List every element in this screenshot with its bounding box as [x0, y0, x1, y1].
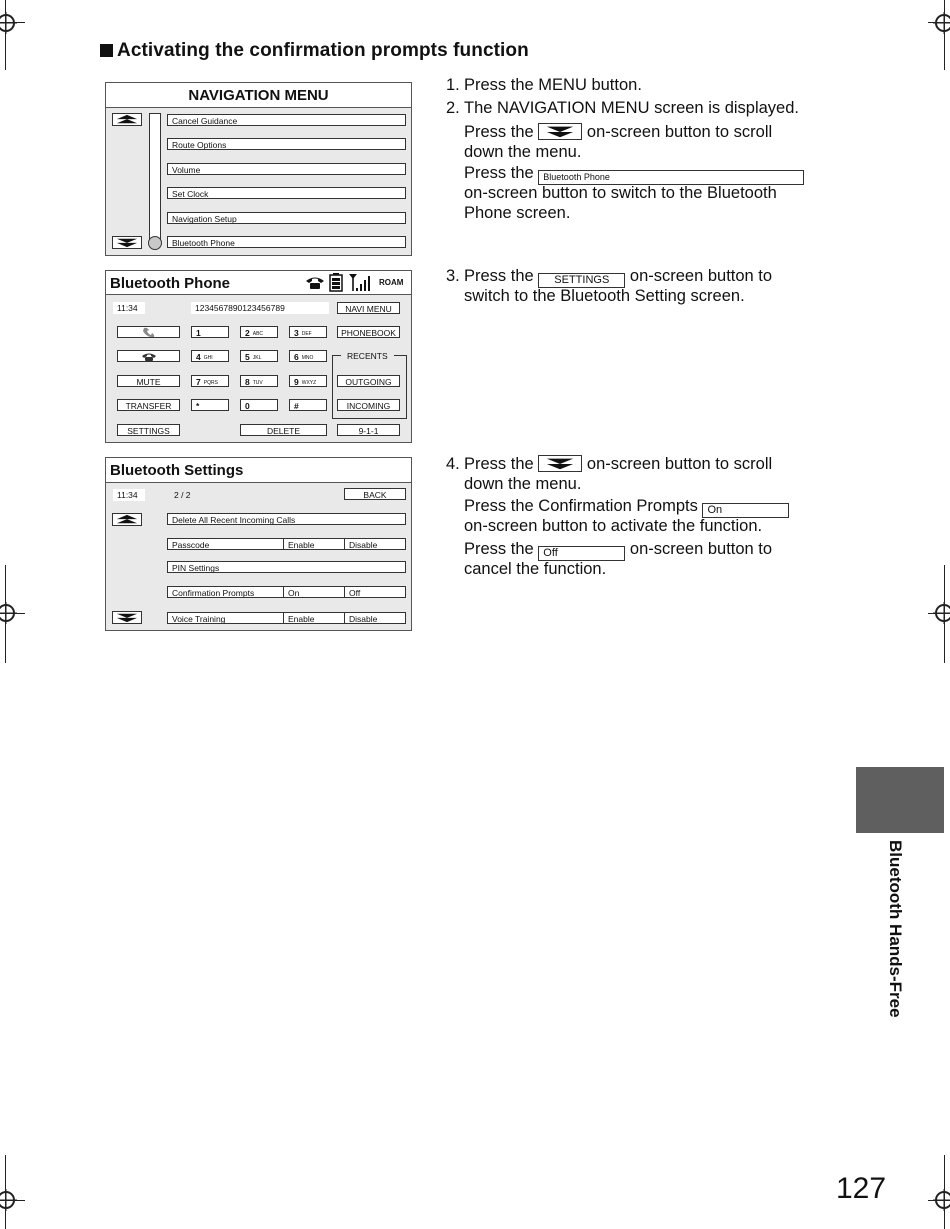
double-chevron-down-icon [539, 124, 581, 139]
emergency-911-button[interactable]: 9-1-1 [337, 424, 400, 436]
recents-label: RECENTS [341, 351, 394, 361]
step-4-off-pre: Press the [464, 540, 534, 558]
key-3-label: 3 [294, 328, 299, 338]
clock-display: 11:34 [113, 302, 145, 314]
voice-training-disable-button[interactable]: Disable [344, 612, 406, 624]
bluetooth-settings-screen [105, 457, 412, 631]
step-2-scroll-pre: Press the [464, 123, 534, 141]
keypad-key-2[interactable] [240, 326, 278, 338]
inline-scroll-down-button [538, 123, 582, 140]
voice-training-label: Voice Training [167, 612, 284, 624]
inline-scroll-down-button [538, 455, 582, 472]
inline-on-button: On [702, 503, 789, 518]
voice-training-enable-button[interactable]: Enable [283, 612, 345, 624]
step-4-pre: Press the [464, 455, 534, 473]
answer-call-button[interactable] [117, 326, 180, 338]
key-4-label: 4 [196, 352, 201, 362]
key-5-label: 5 [245, 352, 250, 362]
step-4-on-line-2: on-screen button to activate the function. [464, 517, 763, 535]
step-4-off-line-2: cancel the function. [464, 560, 607, 578]
step-1-text: Press the MENU button. [464, 76, 642, 94]
double-chevron-down-icon [113, 237, 141, 248]
section-tab [856, 767, 944, 833]
step-2-bt-pre: Press the [464, 164, 534, 182]
back-button[interactable]: BACK [344, 488, 406, 500]
double-chevron-down-icon [539, 456, 581, 471]
page-number: 127 [836, 1172, 887, 1205]
step-4-number: 4. [446, 455, 460, 473]
keypad-key-3[interactable] [289, 326, 327, 338]
menu-item-volume[interactable]: Volume [167, 163, 406, 175]
navigation-menu-title-bar [106, 83, 411, 108]
section-tab-title: Bluetooth Hands-Free [886, 840, 905, 1018]
mute-button[interactable]: MUTE [117, 375, 180, 387]
key-3-letters: DEF [301, 330, 312, 337]
key-5-letters: JKL [252, 354, 262, 361]
key-9-label: 9 [294, 377, 299, 387]
inline-settings-button: SETTINGS [538, 273, 625, 288]
step-3-post: on-screen button to [629, 267, 773, 285]
scrollbar-track[interactable] [149, 113, 161, 243]
navigation-menu-title: NAVIGATION MENU [188, 87, 329, 104]
scrollbar-thumb[interactable] [148, 236, 162, 250]
keypad-key-9[interactable] [289, 375, 327, 387]
step-2-scroll-post: on-screen button to scroll [586, 123, 773, 141]
step-4-off-line [464, 539, 772, 561]
phonebook-button[interactable]: PHONEBOOK [337, 326, 400, 338]
step-4-off-post: on-screen button to [629, 540, 773, 558]
roam-indicator: ROAM [379, 278, 404, 287]
incoming-button[interactable]: INCOMING [337, 399, 400, 411]
step-3-line-2: switch to the Bluetooth Setting screen. [464, 287, 745, 305]
step-2-bt-line [464, 163, 804, 185]
step-4-post: on-screen button to scroll [586, 455, 773, 473]
key-6-label: 6 [294, 352, 299, 362]
scroll-up-button[interactable] [112, 513, 142, 526]
bluetooth-settings-title-bar [106, 458, 411, 483]
keypad-key-1[interactable] [191, 326, 229, 338]
passcode-enable-button[interactable]: Enable [283, 538, 345, 550]
step-3-number: 3. [446, 267, 460, 285]
menu-item-set-clock[interactable]: Set Clock [167, 187, 406, 199]
keypad-key-4[interactable] [191, 350, 229, 362]
section-heading [100, 40, 529, 62]
double-chevron-up-icon [113, 514, 141, 525]
menu-item-navigation-setup[interactable]: Navigation Setup [167, 212, 406, 224]
page-indicator: 2 / 2 [174, 490, 191, 500]
section-heading-text: Activating the confirmation prompts function [117, 40, 529, 61]
passcode-label: Passcode [167, 538, 284, 550]
key-8-letters: TUV [252, 379, 263, 386]
navi-menu-button[interactable]: NAVI MENU [337, 302, 400, 314]
bluetooth-phone-screen [105, 270, 412, 443]
bluetooth-phone-title: Bluetooth Phone [110, 275, 230, 292]
key-7-label: 7 [196, 377, 201, 387]
menu-item-cancel-guidance[interactable]: Cancel Guidance [167, 114, 406, 126]
outgoing-button[interactable]: OUTGOING [337, 375, 400, 387]
inline-bluetooth-phone-button: Bluetooth Phone [538, 170, 804, 185]
menu-item-route-options[interactable]: Route Options [167, 138, 406, 150]
double-chevron-up-icon [113, 114, 141, 125]
keypad-key-8[interactable] [240, 375, 278, 387]
hang-up-phone-icon [141, 351, 157, 362]
transfer-button[interactable]: TRANSFER [117, 399, 180, 411]
bluetooth-settings-title: Bluetooth Settings [110, 462, 244, 479]
step-2-scroll-line [464, 122, 772, 143]
step-4-on-line [464, 496, 789, 518]
step-2-bt-line-2: on-screen button to switch to the Bluetooth [464, 184, 777, 202]
step-2-scroll-line-2: down the menu. [464, 143, 582, 161]
step-2-text: The NAVIGATION MENU screen is displayed. [464, 99, 799, 117]
key-2-label: 2 [245, 328, 250, 338]
step-2-number: 2. [446, 99, 460, 117]
phone-icon [305, 275, 325, 290]
keypad-key-star[interactable] [191, 399, 229, 411]
step-1-number: 1. [446, 76, 460, 94]
delete-all-recent-incoming-calls-button[interactable]: Delete All Recent Incoming Calls [167, 513, 406, 525]
confirmation-prompts-off-button[interactable]: Off [344, 586, 406, 598]
step-4-line-2: down the menu. [464, 475, 582, 493]
key-7-letters: PQRS [203, 379, 218, 386]
signal-strength-icon [348, 273, 370, 292]
key-hash-label: # [294, 401, 299, 411]
key-0-label: 0 [245, 401, 250, 411]
square-bullet-icon [100, 44, 113, 57]
pin-settings-button[interactable]: PIN Settings [167, 561, 406, 573]
key-4-letters: GHI [203, 354, 213, 361]
double-chevron-down-icon [113, 612, 141, 623]
navigation-menu-screen [105, 82, 412, 256]
inline-off-button: Off [538, 546, 625, 561]
bluetooth-phone-title-bar [106, 271, 411, 295]
key-9-letters: WXYZ [301, 379, 317, 386]
step-3-line [464, 266, 772, 288]
scroll-down-button[interactable] [112, 611, 142, 624]
answer-phone-icon [141, 327, 157, 338]
scroll-up-button[interactable] [112, 113, 142, 126]
step-3-pre: Press the [464, 267, 534, 285]
menu-item-bluetooth-phone[interactable]: Bluetooth Phone [167, 236, 406, 248]
confirmation-prompts-on-button[interactable]: On [283, 586, 345, 598]
keypad-key-6[interactable] [289, 350, 327, 362]
step-2-bt-line-3: Phone screen. [464, 204, 571, 222]
step-4-line [464, 454, 772, 475]
keypad-key-hash[interactable] [289, 399, 327, 411]
keypad-key-7[interactable] [191, 375, 229, 387]
key-8-label: 8 [245, 377, 250, 387]
passcode-disable-button[interactable]: Disable [344, 538, 406, 550]
battery-icon [329, 273, 343, 292]
clock-display: 11:34 [113, 489, 145, 501]
key-star-label: * [196, 401, 200, 411]
confirmation-prompts-label: Confirmation Prompts [167, 586, 284, 598]
phone-number-display: 1234567890123456789 [191, 302, 329, 314]
key-6-letters: MNO [301, 354, 314, 361]
keypad-key-5[interactable] [240, 350, 278, 362]
end-call-button[interactable] [117, 350, 180, 362]
scroll-down-button[interactable] [112, 236, 142, 249]
key-1-label: 1 [196, 328, 201, 338]
step-4-on-pre: Press the Confirmation Prompts [464, 497, 698, 515]
settings-button[interactable]: SETTINGS [117, 424, 180, 436]
delete-button[interactable]: DELETE [240, 424, 327, 436]
keypad-key-0[interactable] [240, 399, 278, 411]
key-2-letters: ABC [252, 330, 264, 337]
